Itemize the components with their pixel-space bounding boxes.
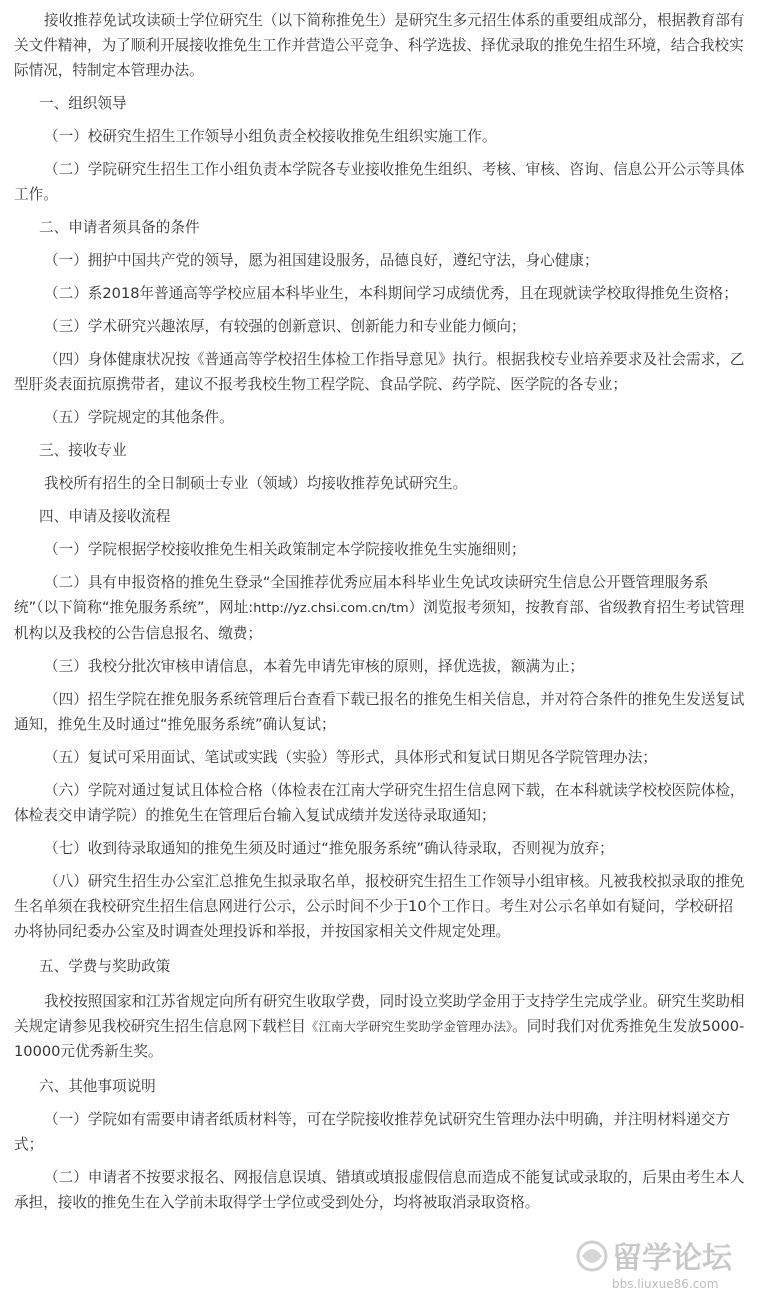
section-2-title: 二、申请者须具备的条件 <box>39 219 200 236</box>
section-1-title: 一、组织领导 <box>39 95 127 112</box>
section-4-item-8: （八）研究生招生办公室汇总推免生拟录取名单，报校研究生招生工作领导小组审核。凡被我校拟录取的推免生名单须在我校研究生招生信息网进行公示，公示时间不少于10个工作日。考生对公示名单如有疑问，学校研招办将协同纪委办公室及时调查处理投诉和举报，并按国家相关文件规定处理。 <box>14 873 745 940</box>
watermark-logo-text: 留学论坛 <box>612 1241 732 1276</box>
section-4-item-2-text-a: （二）具有申报资格的推免生登录“全国推荐优秀应届本科毕业生免试攻读研究生信息公开暨管理服务系统”（以下简称“推免服务系统”，网址: <box>14 574 709 616</box>
section-4-item-3: （三）我校分批次审核申请信息，本着先申请先审核的原则，择优选拔，额满为止； <box>44 658 584 675</box>
section-6-item-2: （二）申请者不按要求报名、网报信息误填、错填或填报虚假信息而造成不能复试或录取的，后果由考生本人承担，接收的推免生在入学前未取得学士学位或受到处分，均将被取消录取资格。 <box>14 1169 745 1211</box>
site-watermark <box>572 1232 752 1294</box>
section-4-item-2-text-b: ）浏览报考须知，按教育部、省级教育招生考试管理机构以及我校的公告信息报名、缴费； <box>14 599 745 642</box>
section-3-title: 三、接收专业 <box>39 442 127 459</box>
system-url-link[interactable]: http://yz.chsi.com.cn/tm <box>253 601 409 616</box>
scholarship-doc-title: 《江南大学研究生奖助学金管理办法》 <box>305 1019 513 1034</box>
intro-paragraph: 接收推荐免试攻读硕士学位研究生（以下简称推免生）是研究生多元招生体系的重要组成部分，根据教育部有关文件精神，为了顺利开展接收推免生工作并营造公平竞争、科学选拔、择优录取的推免生招生环境，结合我校实际情况，特制定本管理办法。 <box>14 12 745 79</box>
section-3-text: 我校所有招生的全日制硕士专业（领域）均接收推荐免试研究生。 <box>44 475 468 492</box>
section-2-item-2: （二）系2018年普通高等学校应届本科毕业生，本科期间学习成绩优秀，且在现就读学校取得推免生资格； <box>44 285 738 302</box>
section-2-item-5: （五）学院规定的其他条件。 <box>44 409 234 426</box>
section-5-text-b: 。同时我们对优秀推免生发放5000-10000元优秀新生奖。 <box>14 1018 745 1060</box>
section-1-item-2: （二）学院研究生招生工作小组负责本学院各专业接收推免生组织、考核、审核、咨询、信息公开公示等具体工作。 <box>14 161 745 203</box>
section-6-item-1: （一）学院如有需要申请者纸质材料等，可在学院接收推荐免试研究生管理办法中明确，并注明材料递交方式； <box>14 1111 730 1153</box>
section-2-item-1: （一）拥护中国共产党的领导，愿为祖国建设服务，品德良好，遵纪守法，身心健康； <box>44 252 599 269</box>
section-5-text-a: 我校按照国家和江苏省规定向所有研究生收取学费，同时设立奖助学金用于支持学生完成学业。研究生奖助相关规定请参见我校研究生招生信息网下载栏目 <box>14 993 745 1035</box>
section-5-title: 五、学费与奖助政策 <box>39 958 171 975</box>
section-2-item-4: （四）身体健康状况按《普通高等学校招生体检工作指导意见》执行。根据我校专业培养要求及社会需求，乙型肝炎表面抗原携带者，建议不报考我校生物工程学院、食品学院、药学院、医学院的各专业； <box>14 351 745 393</box>
section-4-item-2 <box>14 570 746 646</box>
section-4-item-1: （一）学院根据学校接收推免生相关政策制定本学院接收推免生实施细则； <box>44 541 526 558</box>
section-4-title: 四、申请及接收流程 <box>39 508 171 525</box>
section-5-text <box>14 989 746 1064</box>
section-4-item-4: （四）招生学院在推免服务系统管理后台查看下载已报名的推免生相关信息，并对符合条件的推免生发送复试通知，推免生及时通过“推免服务系统”确认复试； <box>14 691 745 733</box>
section-2-item-3: （三）学术研究兴趣浓厚，有较强的创新意识、创新能力和专业能力倾向； <box>44 318 526 335</box>
section-1-item-1: （一）校研究生招生工作领导小组负责全校接收推免生组织实施工作。 <box>44 128 497 145</box>
section-6-title: 六、其他事项说明 <box>39 1078 156 1095</box>
section-4-item-5: （五）复试可采用面试、笔试或实践（实验）等形式，具体形式和复试日期见各学院管理办法； <box>44 749 657 766</box>
watermark-logo-icon <box>578 1242 606 1270</box>
watermark-site: bbs.liuxue86.com <box>612 1277 719 1291</box>
section-4-item-6: （六）学院对通过复试且体检合格（体检表在江南大学研究生招生信息网下载，在本科就读学校校医院体检，体检表交申请学院）的推免生在管理后台输入复试成绩并发送待录取通知； <box>14 782 745 824</box>
section-4-item-7: （七）收到待录取通知的推免生须及时通过“推免服务系统”确认待录取，否则视为放弃； <box>44 840 614 857</box>
